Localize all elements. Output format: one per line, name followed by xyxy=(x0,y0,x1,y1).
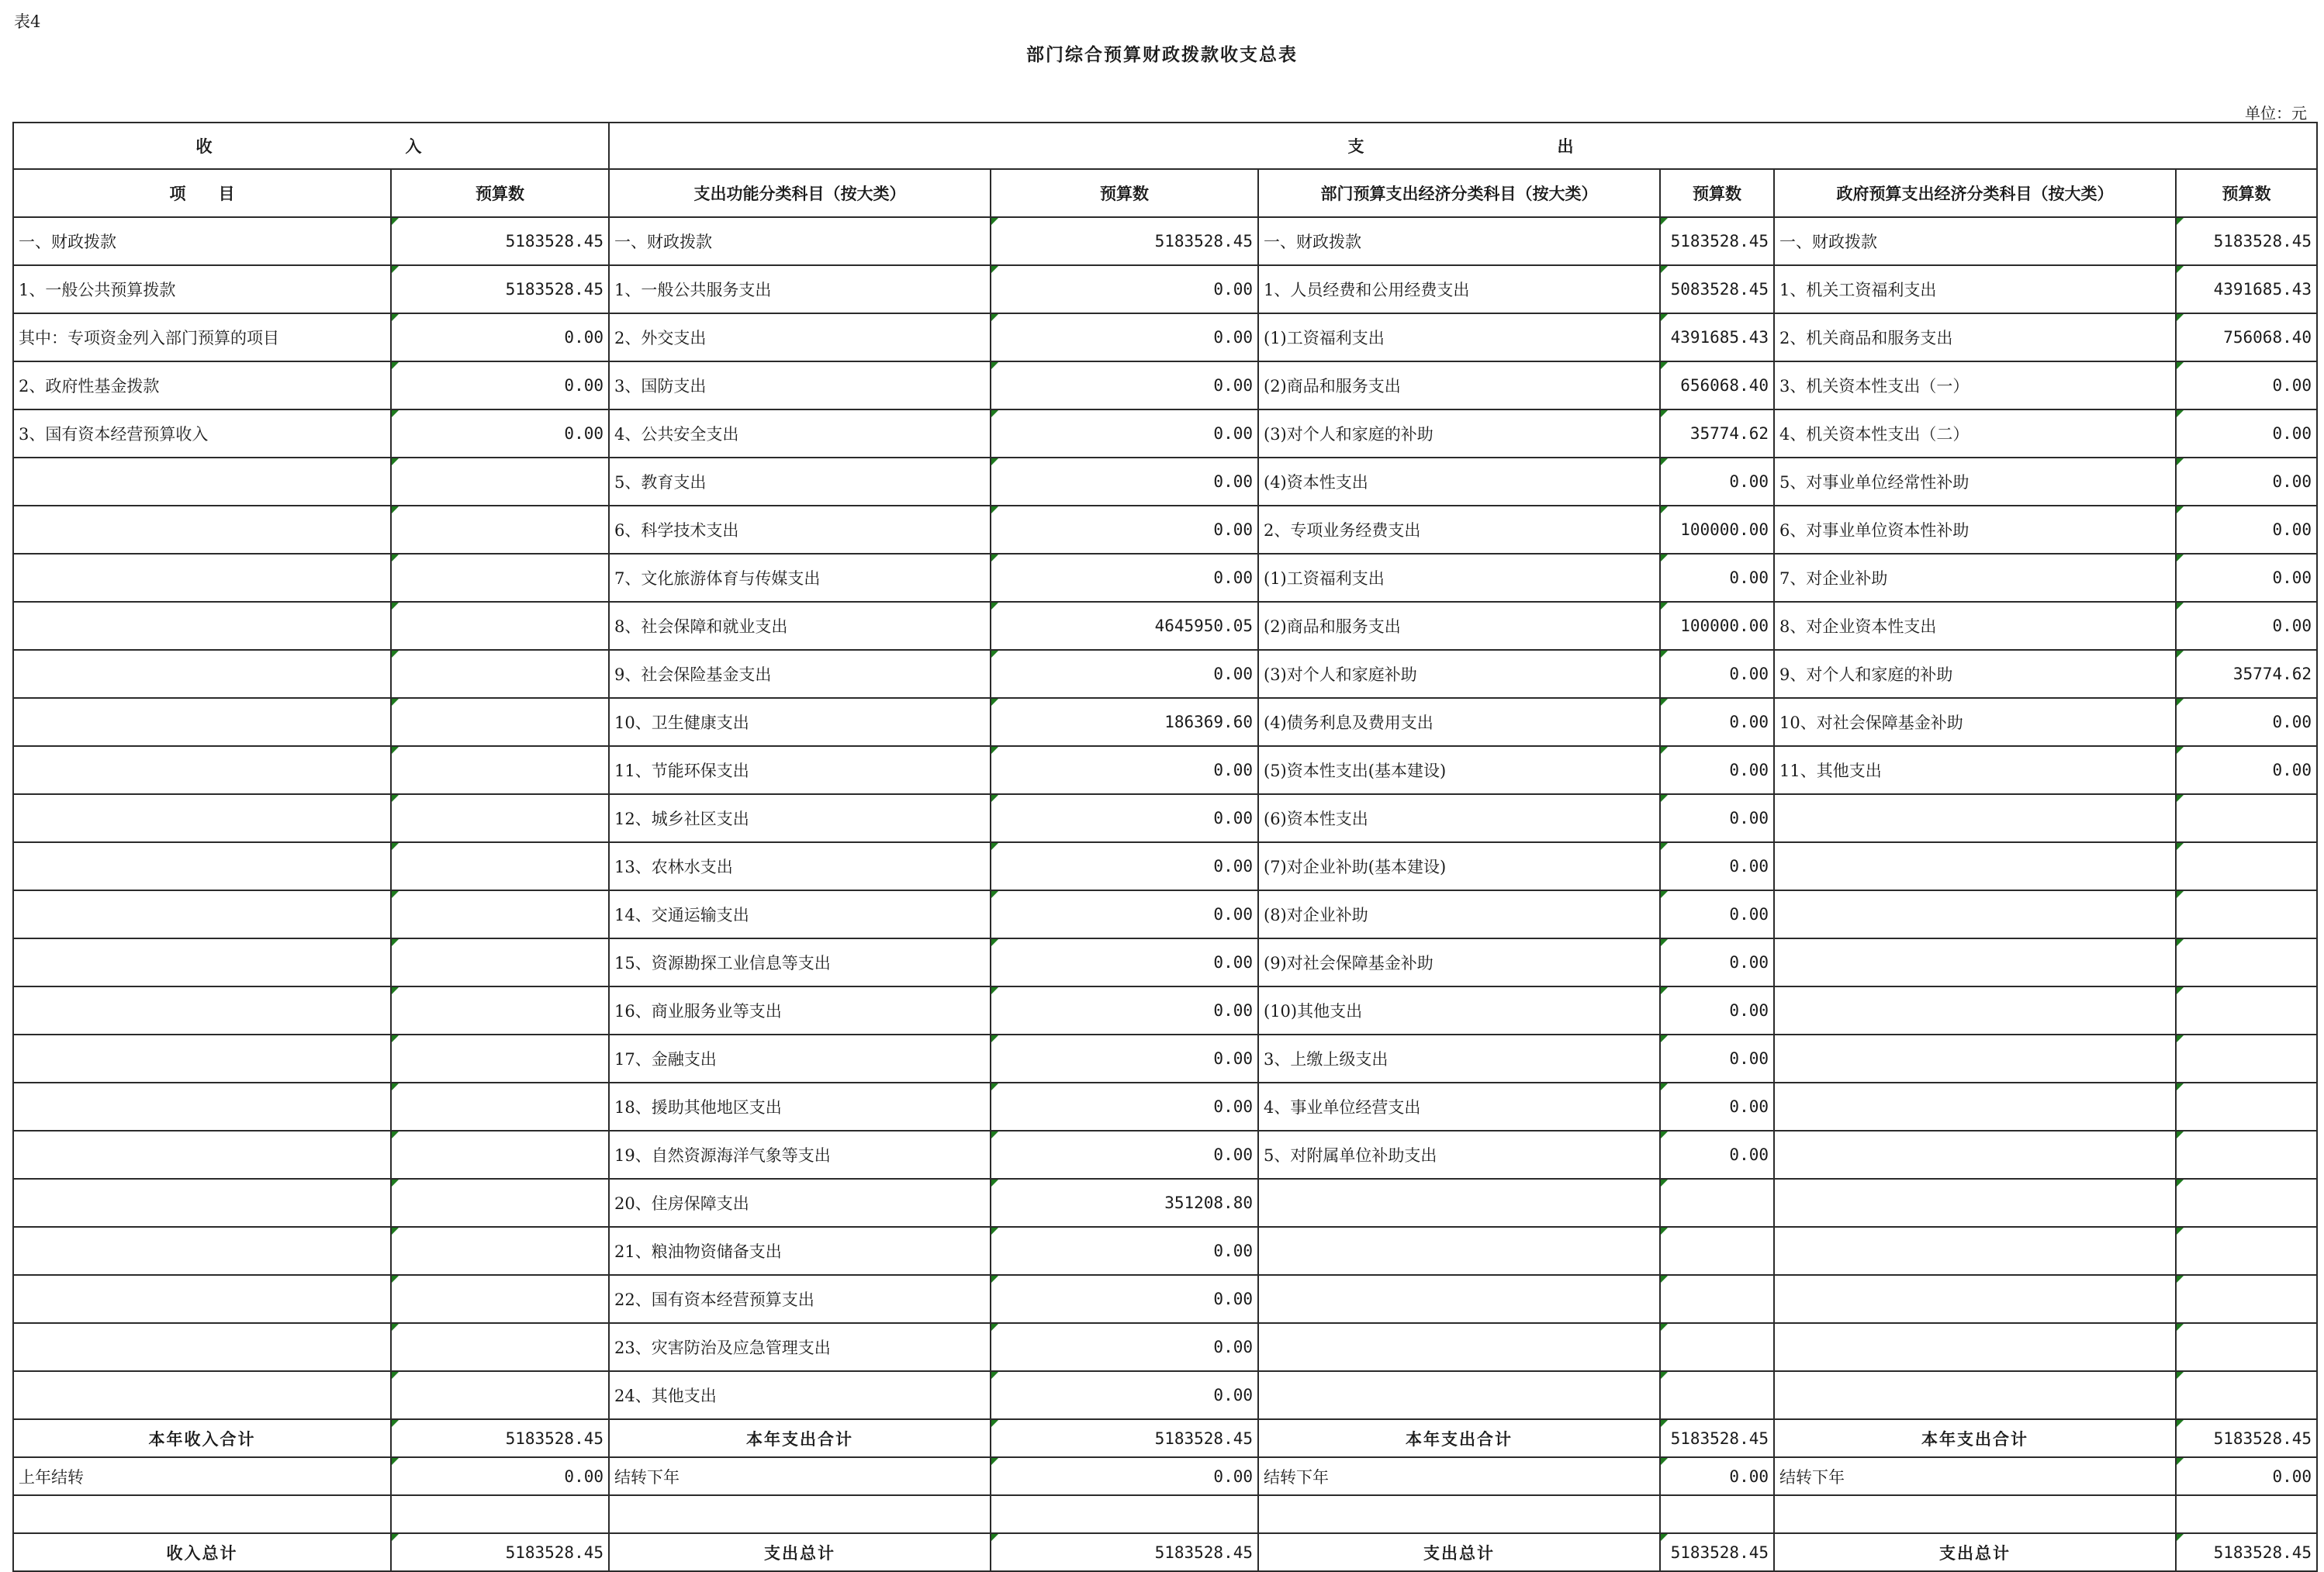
grand-total-value: 5183528.45 xyxy=(991,1533,1258,1571)
func-class-item: 11、节能环保支出 xyxy=(609,746,991,794)
income-item xyxy=(13,890,391,938)
func-class-value: 0.00 xyxy=(991,1323,1258,1371)
table-row xyxy=(13,265,2317,313)
dept-econ-value: 0.00 xyxy=(1660,890,1774,938)
header-row-1 xyxy=(13,123,2317,169)
gov-econ-value: 0.00 xyxy=(2176,554,2317,602)
table-row xyxy=(13,217,2317,265)
func-class-value: 0.00 xyxy=(991,890,1258,938)
func-class-value: 0.00 xyxy=(991,265,1258,313)
gov-econ-value: 0.00 xyxy=(2176,602,2317,650)
func-class-item: 1、一般公共服务支出 xyxy=(609,265,991,313)
grand-total-label: 收入总计 xyxy=(13,1533,391,1571)
gov-econ-item xyxy=(1774,1179,2176,1227)
gov-econ-item xyxy=(1774,1035,2176,1083)
gov-econ-value: 5183528.45 xyxy=(2176,217,2317,265)
func-class-item: 14、交通运输支出 xyxy=(609,890,991,938)
carry-label: 结转下年 xyxy=(1258,1457,1660,1495)
header-row-2 xyxy=(13,169,2317,217)
grand-total-value: 5183528.45 xyxy=(391,1533,609,1571)
func-class-item: 2、外交支出 xyxy=(609,313,991,361)
income-value xyxy=(391,1227,609,1275)
table-row xyxy=(13,313,2317,361)
item-header: 项 目 xyxy=(13,169,391,217)
func-class-item: 6、科学技术支出 xyxy=(609,506,991,554)
func-class-item: 9、社会保险基金支出 xyxy=(609,650,991,698)
gov-econ-value: 35774.62 xyxy=(2176,650,2317,698)
income-value xyxy=(391,554,609,602)
func-class-value: 5183528.45 xyxy=(991,217,1258,265)
income-item xyxy=(13,1323,391,1371)
income-item xyxy=(13,986,391,1035)
table-row xyxy=(13,698,2317,746)
carry-row xyxy=(13,1457,2317,1495)
table-row xyxy=(13,1371,2317,1419)
total-value: 5183528.45 xyxy=(391,1419,609,1457)
gov-econ-item xyxy=(1774,1131,2176,1179)
income-item xyxy=(13,1227,391,1275)
grand-total-label: 支出总计 xyxy=(1774,1533,2176,1571)
func-class-value: 4645950.05 xyxy=(991,602,1258,650)
total-label: 本年支出合计 xyxy=(609,1419,991,1457)
gov-econ-item: 一、财政拨款 xyxy=(1774,217,2176,265)
total-value: 5183528.45 xyxy=(991,1419,1258,1457)
func-class-item: 7、文化旅游体育与传媒支出 xyxy=(609,554,991,602)
grand-total-value: 5183528.45 xyxy=(2176,1533,2317,1571)
total-value: 5183528.45 xyxy=(1660,1419,1774,1457)
budget-header: 预算数 xyxy=(1660,169,1774,217)
gov-econ-item xyxy=(1774,938,2176,986)
grand-total-label: 支出总计 xyxy=(609,1533,991,1571)
dept-econ-value: 35774.62 xyxy=(1660,409,1774,458)
income-item xyxy=(13,1371,391,1419)
income-value: 5183528.45 xyxy=(391,265,609,313)
func-class-value: 0.00 xyxy=(991,554,1258,602)
dept-econ-item xyxy=(1258,1227,1660,1275)
gov-econ-item xyxy=(1774,794,2176,842)
gov-econ-value xyxy=(2176,1083,2317,1131)
income-item: 2、政府性基金拨款 xyxy=(13,361,391,409)
func-class-item: 13、农林水支出 xyxy=(609,842,991,890)
income-value xyxy=(391,602,609,650)
gov-econ-item xyxy=(1774,842,2176,890)
dept-econ-value: 0.00 xyxy=(1660,554,1774,602)
carry-label: 上年结转 xyxy=(13,1457,391,1495)
func-class-item: 3、国防支出 xyxy=(609,361,991,409)
gov-econ-value: 0.00 xyxy=(2176,409,2317,458)
func-class-value: 0.00 xyxy=(991,458,1258,506)
table-row xyxy=(13,409,2317,458)
dept-econ-value: 0.00 xyxy=(1660,650,1774,698)
dept-econ-item xyxy=(1258,1179,1660,1227)
func-class-item: 23、灾害防治及应急管理支出 xyxy=(609,1323,991,1371)
dept-econ-item: (9)对社会保障基金补助 xyxy=(1258,938,1660,986)
gov-econ-value: 0.00 xyxy=(2176,698,2317,746)
gov-econ-value xyxy=(2176,1131,2317,1179)
income-item: 1、一般公共预算拨款 xyxy=(13,265,391,313)
income-value xyxy=(391,506,609,554)
func-class-value: 0.00 xyxy=(991,1227,1258,1275)
gov-econ-value xyxy=(2176,794,2317,842)
dept-econ-value xyxy=(1660,1275,1774,1323)
income-value xyxy=(391,746,609,794)
func-class-item: 19、自然资源海洋气象等支出 xyxy=(609,1131,991,1179)
dept-econ-item xyxy=(1258,1371,1660,1419)
unit-label: 单位：元 xyxy=(2245,104,2307,123)
dept-econ-item: (1)工资福利支出 xyxy=(1258,554,1660,602)
func-class-value: 0.00 xyxy=(991,746,1258,794)
table-row xyxy=(13,1227,2317,1275)
gov-econ-item xyxy=(1774,1083,2176,1131)
dept-econ-value xyxy=(1660,1227,1774,1275)
blank-cell xyxy=(391,1495,609,1533)
dept-econ-value: 0.00 xyxy=(1660,842,1774,890)
table-row xyxy=(13,554,2317,602)
carry-label: 结转下年 xyxy=(609,1457,991,1495)
total-row xyxy=(13,1419,2317,1457)
func-class-value: 0.00 xyxy=(991,842,1258,890)
income-item xyxy=(13,650,391,698)
budget-header: 预算数 xyxy=(991,169,1258,217)
dept-econ-value xyxy=(1660,1179,1774,1227)
blank-cell xyxy=(1774,1495,2176,1533)
table-row xyxy=(13,842,2317,890)
total-value: 5183528.45 xyxy=(2176,1419,2317,1457)
income-item xyxy=(13,746,391,794)
func-class-item: 10、卫生健康支出 xyxy=(609,698,991,746)
carry-value: 0.00 xyxy=(991,1457,1258,1495)
gov-econ-item xyxy=(1774,986,2176,1035)
func-class-value: 186369.60 xyxy=(991,698,1258,746)
dept-econ-item: (10)其他支出 xyxy=(1258,986,1660,1035)
blank-cell xyxy=(1660,1495,1774,1533)
gov-econ-value: 0.00 xyxy=(2176,506,2317,554)
income-item xyxy=(13,602,391,650)
func-class-item: 24、其他支出 xyxy=(609,1371,991,1419)
dept-econ-value: 0.00 xyxy=(1660,458,1774,506)
dept-econ-value: 0.00 xyxy=(1660,1035,1774,1083)
carry-label: 结转下年 xyxy=(1774,1457,2176,1495)
gov-econ-value: 0.00 xyxy=(2176,361,2317,409)
gov-econ-value xyxy=(2176,1275,2317,1323)
income-value xyxy=(391,986,609,1035)
table-row xyxy=(13,938,2317,986)
grand-total-label: 支出总计 xyxy=(1258,1533,1660,1571)
dept-econ-item: (2)商品和服务支出 xyxy=(1258,361,1660,409)
income-item xyxy=(13,1131,391,1179)
func-class-item: 15、资源勘探工业信息等支出 xyxy=(609,938,991,986)
gov-econ-value xyxy=(2176,890,2317,938)
income-value xyxy=(391,1083,609,1131)
income-value xyxy=(391,1323,609,1371)
income-header: 收 入 xyxy=(13,123,609,169)
dept-econ-value: 0.00 xyxy=(1660,1083,1774,1131)
income-value xyxy=(391,842,609,890)
grand-total-row xyxy=(13,1533,2317,1571)
gov-econ-item: 2、机关商品和服务支出 xyxy=(1774,313,2176,361)
func-class-value: 0.00 xyxy=(991,794,1258,842)
page-title: 部门综合预算财政拨款收支总表 xyxy=(1026,44,1298,65)
gov-econ-value: 4391685.43 xyxy=(2176,265,2317,313)
income-item xyxy=(13,1179,391,1227)
income-value: 0.00 xyxy=(391,361,609,409)
dept-econ-item: 3、上缴上级支出 xyxy=(1258,1035,1660,1083)
func-class-value: 0.00 xyxy=(991,361,1258,409)
income-item: 3、国有资本经营预算收入 xyxy=(13,409,391,458)
gov-econ-item: 8、对企业资本性支出 xyxy=(1774,602,2176,650)
income-value xyxy=(391,698,609,746)
income-item xyxy=(13,1035,391,1083)
gov-econ-value xyxy=(2176,938,2317,986)
total-label: 本年支出合计 xyxy=(1774,1419,2176,1457)
carry-value: 0.00 xyxy=(1660,1457,1774,1495)
income-item xyxy=(13,1083,391,1131)
dept-econ-item: (2)商品和服务支出 xyxy=(1258,602,1660,650)
blank-cell xyxy=(991,1495,1258,1533)
gov-econ-item xyxy=(1774,1275,2176,1323)
grand-total-value: 5183528.45 xyxy=(1660,1533,1774,1571)
income-value xyxy=(391,650,609,698)
gov-econ-value xyxy=(2176,1179,2317,1227)
func-class-value: 0.00 xyxy=(991,986,1258,1035)
func-class-value: 351208.80 xyxy=(991,1179,1258,1227)
dept-econ-value: 656068.40 xyxy=(1660,361,1774,409)
table-row xyxy=(13,1179,2317,1227)
income-value xyxy=(391,1035,609,1083)
func-class-header: 支出功能分类科目（按大类） xyxy=(609,169,991,217)
table-row xyxy=(13,794,2317,842)
gov-econ-item: 11、其他支出 xyxy=(1774,746,2176,794)
func-class-item: 18、援助其他地区支出 xyxy=(609,1083,991,1131)
total-label: 本年收入合计 xyxy=(13,1419,391,1457)
dept-econ-value: 0.00 xyxy=(1660,1131,1774,1179)
budget-header: 预算数 xyxy=(391,169,609,217)
dept-econ-value: 100000.00 xyxy=(1660,602,1774,650)
func-class-value: 0.00 xyxy=(991,313,1258,361)
income-value xyxy=(391,938,609,986)
blank-cell xyxy=(609,1495,991,1533)
dept-econ-value: 100000.00 xyxy=(1660,506,1774,554)
func-class-item: 12、城乡社区支出 xyxy=(609,794,991,842)
dept-econ-item: 5、对附属单位补助支出 xyxy=(1258,1131,1660,1179)
func-class-value: 0.00 xyxy=(991,1035,1258,1083)
income-value: 5183528.45 xyxy=(391,217,609,265)
table-row xyxy=(13,746,2317,794)
dept-econ-item: (4)资本性支出 xyxy=(1258,458,1660,506)
dept-econ-value: 0.00 xyxy=(1660,794,1774,842)
blank-row xyxy=(13,1495,2317,1533)
gov-econ-item: 1、机关工资福利支出 xyxy=(1774,265,2176,313)
func-class-value: 0.00 xyxy=(991,938,1258,986)
dept-econ-item: 2、专项业务经费支出 xyxy=(1258,506,1660,554)
income-item: 其中：专项资金列入部门预算的项目 xyxy=(13,313,391,361)
gov-econ-item: 3、机关资本性支出（一） xyxy=(1774,361,2176,409)
gov-econ-value xyxy=(2176,1371,2317,1419)
func-class-item: 一、财政拨款 xyxy=(609,217,991,265)
income-value xyxy=(391,458,609,506)
gov-econ-value xyxy=(2176,1035,2317,1083)
dept-econ-value xyxy=(1660,1371,1774,1419)
gov-econ-item xyxy=(1774,1323,2176,1371)
gov-econ-value xyxy=(2176,1227,2317,1275)
gov-econ-item xyxy=(1774,1227,2176,1275)
dept-econ-value: 0.00 xyxy=(1660,746,1774,794)
gov-econ-item: 6、对事业单位资本性补助 xyxy=(1774,506,2176,554)
gov-econ-item xyxy=(1774,1371,2176,1419)
gov-econ-value: 0.00 xyxy=(2176,458,2317,506)
income-item xyxy=(13,938,391,986)
func-class-value: 0.00 xyxy=(991,1275,1258,1323)
table-row xyxy=(13,986,2317,1035)
gov-econ-value xyxy=(2176,842,2317,890)
gov-econ-value: 0.00 xyxy=(2176,746,2317,794)
dept-econ-value: 0.00 xyxy=(1660,938,1774,986)
dept-econ-item: 一、财政拨款 xyxy=(1258,217,1660,265)
income-value xyxy=(391,794,609,842)
gov-econ-value xyxy=(2176,986,2317,1035)
dept-econ-value: 0.00 xyxy=(1660,986,1774,1035)
income-item xyxy=(13,698,391,746)
dept-econ-item: (3)对个人和家庭的补助 xyxy=(1258,409,1660,458)
table-row xyxy=(13,1035,2317,1083)
table-row xyxy=(13,361,2317,409)
dept-econ-item: (6)资本性支出 xyxy=(1258,794,1660,842)
gov-econ-item: 4、机关资本性支出（二） xyxy=(1774,409,2176,458)
dept-econ-value xyxy=(1660,1323,1774,1371)
income-value xyxy=(391,1131,609,1179)
income-item xyxy=(13,554,391,602)
dept-econ-value: 0.00 xyxy=(1660,698,1774,746)
dept-econ-item: (7)对企业补助(基本建设) xyxy=(1258,842,1660,890)
income-item xyxy=(13,458,391,506)
table-row xyxy=(13,1131,2317,1179)
func-class-item: 22、国有资本经营预算支出 xyxy=(609,1275,991,1323)
income-value xyxy=(391,1179,609,1227)
gov-econ-header: 政府预算支出经济分类科目（按大类） xyxy=(1774,169,2176,217)
dept-econ-item: (1)工资福利支出 xyxy=(1258,313,1660,361)
dept-econ-item: (3)对个人和家庭补助 xyxy=(1258,650,1660,698)
gov-econ-item: 9、对个人和家庭的补助 xyxy=(1774,650,2176,698)
blank-cell xyxy=(13,1495,391,1533)
income-value: 0.00 xyxy=(391,409,609,458)
gov-econ-item: 5、对事业单位经常性补助 xyxy=(1774,458,2176,506)
func-class-value: 0.00 xyxy=(991,1131,1258,1179)
dept-econ-item: (5)资本性支出(基本建设) xyxy=(1258,746,1660,794)
func-class-value: 0.00 xyxy=(991,1083,1258,1131)
table-row xyxy=(13,890,2317,938)
func-class-item: 4、公共安全支出 xyxy=(609,409,991,458)
func-class-item: 16、商业服务业等支出 xyxy=(609,986,991,1035)
dept-econ-item xyxy=(1258,1275,1660,1323)
dept-econ-value: 5183528.45 xyxy=(1660,217,1774,265)
dept-econ-item: (8)对企业补助 xyxy=(1258,890,1660,938)
dept-econ-item: 4、事业单位经营支出 xyxy=(1258,1083,1660,1131)
func-class-item: 8、社会保障和就业支出 xyxy=(609,602,991,650)
table-id: 表4 xyxy=(14,12,41,31)
income-value xyxy=(391,1275,609,1323)
dept-econ-item xyxy=(1258,1323,1660,1371)
income-value xyxy=(391,1371,609,1419)
income-value xyxy=(391,890,609,938)
dept-econ-value: 5083528.45 xyxy=(1660,265,1774,313)
blank-cell xyxy=(1258,1495,1660,1533)
gov-econ-item: 10、对社会保障基金补助 xyxy=(1774,698,2176,746)
table-row xyxy=(13,602,2317,650)
income-item: 一、财政拨款 xyxy=(13,217,391,265)
table-row xyxy=(13,1083,2317,1131)
gov-econ-item xyxy=(1774,890,2176,938)
table-row xyxy=(13,458,2317,506)
gov-econ-value xyxy=(2176,1323,2317,1371)
func-class-value: 0.00 xyxy=(991,409,1258,458)
dept-econ-item: 1、人员经费和公用经费支出 xyxy=(1258,265,1660,313)
budget-header: 预算数 xyxy=(2176,169,2317,217)
dept-econ-value: 4391685.43 xyxy=(1660,313,1774,361)
carry-value: 0.00 xyxy=(391,1457,609,1495)
income-item xyxy=(13,794,391,842)
func-class-value: 0.00 xyxy=(991,1371,1258,1419)
income-value: 0.00 xyxy=(391,313,609,361)
gov-econ-value: 756068.40 xyxy=(2176,313,2317,361)
gov-econ-item: 7、对企业补助 xyxy=(1774,554,2176,602)
table-row xyxy=(13,1275,2317,1323)
income-item xyxy=(13,842,391,890)
func-class-value: 0.00 xyxy=(991,650,1258,698)
table-row xyxy=(13,1323,2317,1371)
dept-econ-item: (4)债务利息及费用支出 xyxy=(1258,698,1660,746)
expense-header: 支 出 xyxy=(609,123,2317,169)
dept-econ-header: 部门预算支出经济分类科目（按大类） xyxy=(1258,169,1660,217)
table-row xyxy=(13,506,2317,554)
carry-value: 0.00 xyxy=(2176,1457,2317,1495)
table-row xyxy=(13,650,2317,698)
func-class-value: 0.00 xyxy=(991,506,1258,554)
func-class-item: 5、教育支出 xyxy=(609,458,991,506)
income-item xyxy=(13,506,391,554)
func-class-item: 17、金融支出 xyxy=(609,1035,991,1083)
total-label: 本年支出合计 xyxy=(1258,1419,1660,1457)
func-class-item: 21、粮油物资储备支出 xyxy=(609,1227,991,1275)
budget-table xyxy=(12,122,2318,1572)
func-class-item: 20、住房保障支出 xyxy=(609,1179,991,1227)
blank-cell xyxy=(2176,1495,2317,1533)
income-item xyxy=(13,1275,391,1323)
